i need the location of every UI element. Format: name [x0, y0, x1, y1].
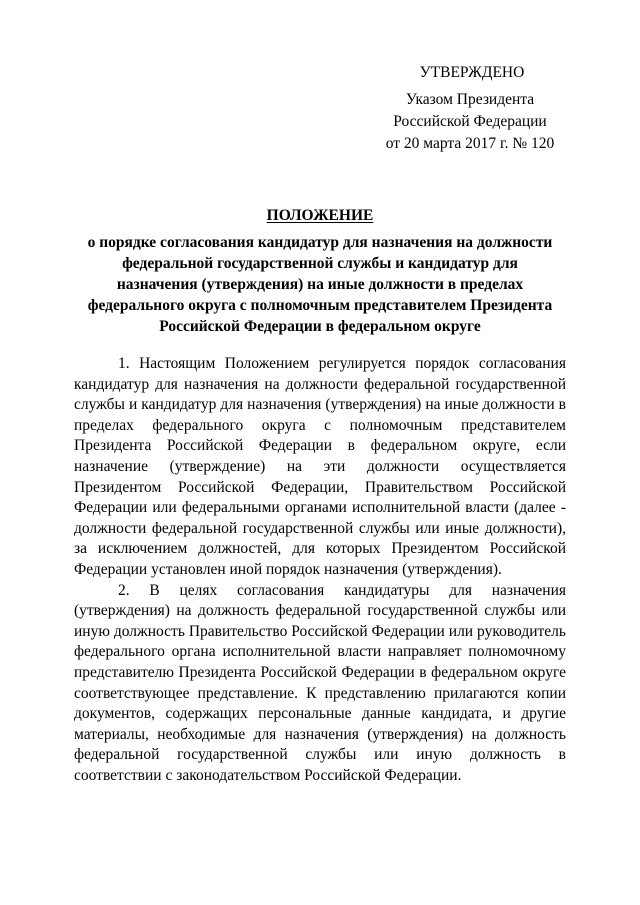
document-subtitle-line: Российской Федерации в федеральном округе [159, 318, 481, 335]
approval-stamp-label: УТВЕРЖДЕНО [419, 64, 525, 81]
document-subtitle-line: федеральной государственной службы и кандидатур для [122, 255, 518, 272]
document-title: ПОЛОЖЕНИЕ [266, 207, 374, 224]
approval-block [370, 62, 570, 155]
document-title-block [60, 205, 580, 337]
document-body [74, 354, 566, 786]
document-subtitle-line: о порядке согласования кандидатур для назначения на должности [87, 234, 553, 251]
approval-decree-line: Указом Президента [405, 91, 535, 108]
document-subtitle-line: федерального округа с полномочным представителем Президента [87, 297, 553, 314]
paragraph-2: 2. В целях согласования кандидатуры для назначения (утверждения) на должность федеральной государственной службы или иную должность Правительство Российской Федерации или руководитель федерального органа исполнительной власти направляет полномочному представителю Президента Российской Федерации в федеральном округе соответствующее представление. К представлению прилагаются копии документов, содержащих персональные данные кандидата, и другие материалы, необходимые для назначения (утверждения) на должность федеральной государственной службы или иную должность в соответствии с законодательством Российской Федерации. [74, 581, 566, 784]
approval-date-line: от 20 марта 2017 г. № 120 [385, 135, 555, 152]
paragraph-1: 1. Настоящим Положением регулируется порядок согласования кандидатур для назначения на должности федеральной государственной службы и кандидатур для назначения (утверждения) на иные должности в пределах федерального округа с полномочным представителем Президента Российской Федерации в федеральном округе, если назначение (утверждение) на эти должности осуществляется Президентом Российской Федерации, Правительством Российской Федерации или федеральными органами исполнительной власти (далее - должности федеральной государственной службы или иные должности), за исключением должностей, для которых Президентом Российской Федерации установлен иной порядок назначения (утверждения). [74, 355, 566, 578]
approval-country-line: Российской Федерации [393, 113, 547, 130]
document-subtitle-line: назначения (утверждения) на иные должности в пределах [116, 276, 524, 293]
